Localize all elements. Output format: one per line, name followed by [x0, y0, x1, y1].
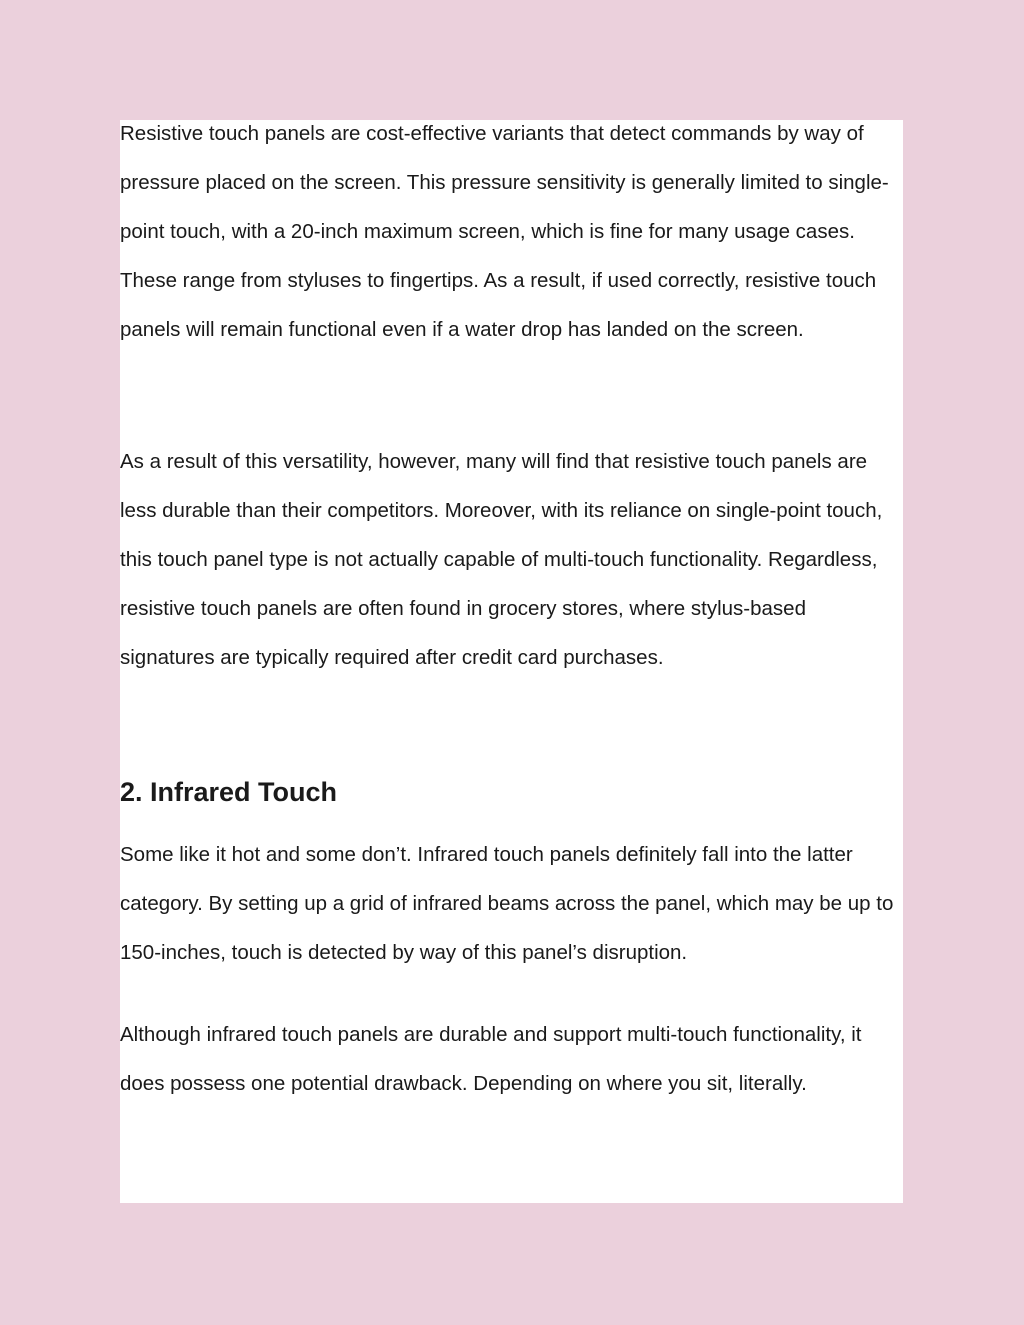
document-page — [120, 120, 903, 1203]
paragraph-resistive-touch-intro: Resistive touch panels are cost-effective variants that detect commands by way of pressure placed on the screen. This pressure sensitivity is generally limited to single-point touch, with a 20-inch maximum screen, which is fine for many usage cases. These range from styluses to fingertips. As a result, if used correctly, resistive touch panels will remain functional even if a water drop has landed on the screen. — [120, 122, 889, 341]
section-heading-infrared-touch: 2. Infrared Touch — [120, 777, 338, 807]
paragraph-infrared-touch-intro: Some like it hot and some don’t. Infrared touch panels definitely fall into the latter category. By setting up a grid of infrared beams across the panel, which may be up to 150-inches, touch is detected by way of this panel’s disruption. — [120, 843, 894, 964]
paragraph-resistive-touch-drawbacks: As a result of this versatility, however, many will find that resistive touch panels are less durable than their competitors. Moreover, with its reliance on single-point touch, this touch panel type is not actually capable of multi-touch functionality. Regardless, resistive touch panels are often found in grocery stores, where stylus-based signatures are typically required after credit card purchases. — [120, 450, 883, 669]
paragraph-infrared-touch-drawbacks: Although infrared touch panels are durable and support multi-touch functionality, it does possess one potential drawback. Depending on where you sit, literally. — [120, 1023, 862, 1095]
